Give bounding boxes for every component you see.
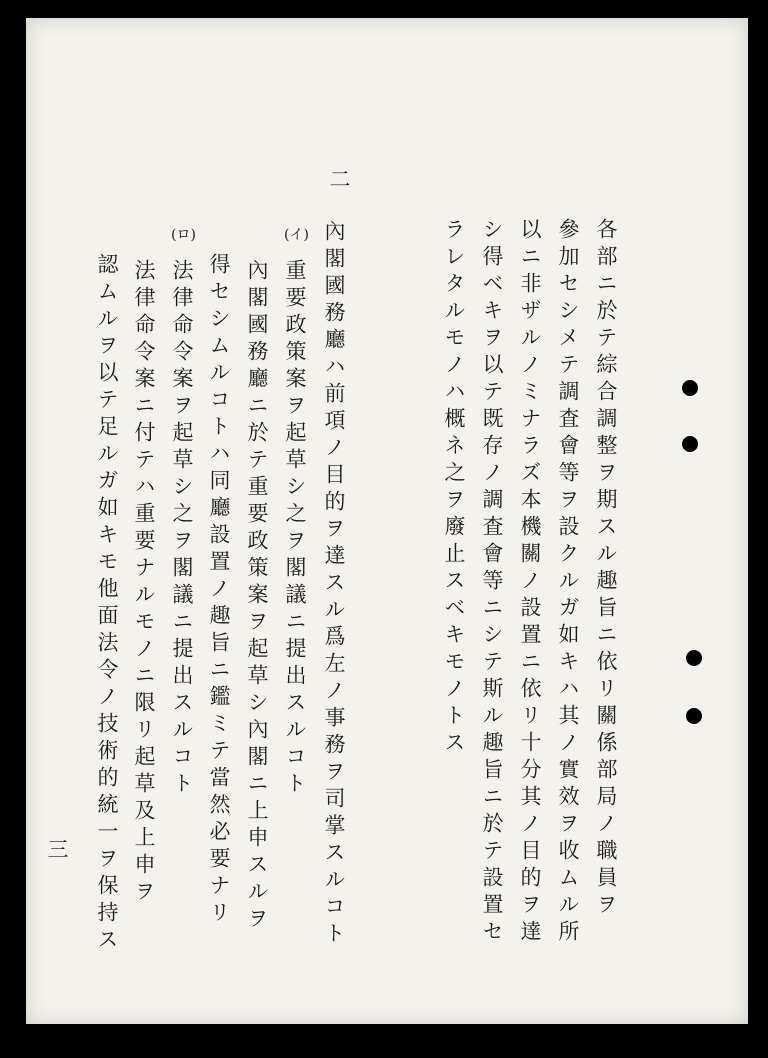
text-column-2: 參加セシメテ調査會等ヲ設クルガ如キハ其ノ實效ヲ收ムル所 bbox=[556, 218, 580, 947]
text-column-5: ラレタルモノハ概ネ之ヲ廢止スベキモノトス bbox=[442, 218, 466, 758]
item-marker-ro: (ロ) bbox=[171, 227, 196, 243]
item-marker-i: (イ) bbox=[284, 227, 309, 243]
document-page bbox=[26, 18, 748, 1024]
text-column-8: 內閣國務廳ニ於テ重要政策案ヲ起草シ內閣ニ上申スルヲ bbox=[245, 259, 269, 934]
text-column-10: 法律命令案ヲ起草シ之ヲ閣議ニ提出スルコト bbox=[170, 259, 194, 799]
text-column-3: 以ニ非ザルノミナラズ本機關ノ設置ニ依リ十分其ノ目的ヲ達 bbox=[518, 218, 542, 947]
text-column-12: 認ムルヲ以テ足ルガ如キモ他面法令ノ技術的統一ヲ保持ス bbox=[95, 253, 119, 955]
text-column-7: 重要政策案ヲ起草シ之ヲ閣議ニ提出スルコト bbox=[283, 259, 307, 799]
binding-hole bbox=[686, 650, 702, 666]
section-number: 二 bbox=[327, 168, 351, 195]
page-number: 三 bbox=[45, 838, 69, 865]
binding-hole bbox=[682, 436, 698, 452]
binding-hole bbox=[682, 380, 698, 396]
text-column-1: 各部ニ於テ綜合調整ヲ期スル趣旨ニ依リ關係部局ノ職員ヲ bbox=[594, 218, 618, 920]
text-column-9: 得セシムルコトハ同廳設置ノ趣旨ニ鑑ミテ當然必要ナリ bbox=[207, 253, 231, 928]
text-column-4: シ得ベキヲ以テ既存ノ調査會等ニシテ斯ル趣旨ニ於テ設置セ bbox=[480, 218, 504, 947]
text-column-11: 法律命令案ニ付テハ重要ナルモノニ限リ起草及上申ヲ bbox=[132, 259, 156, 907]
binding-hole bbox=[686, 708, 702, 724]
text-column-6: 內閣國務廳ハ前項ノ目的ヲ達スル爲左ノ事務ヲ司掌スルコト bbox=[322, 220, 346, 949]
